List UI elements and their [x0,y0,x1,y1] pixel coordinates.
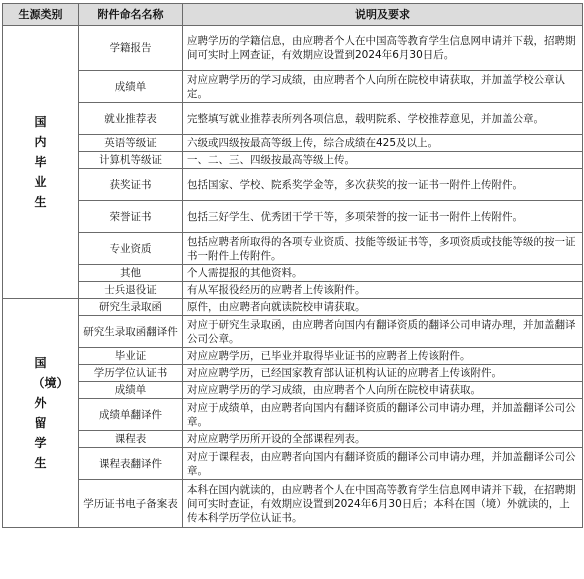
header-description: 说明及要求 [183,4,583,26]
attachment-description: 本科在国内就读的，由应聘者个人在中国高等教育学生信息网申请并下载，在招聘期间可实时查证，有效期应设置到2024年6月30日后；本科在国（境）外就读的，上传本科学历学位认证书。 [183,480,583,528]
attachment-description: 一、二、三、四级按最高等级上传。 [183,152,583,169]
table-row [3,316,583,348]
attachment-description: 对应应聘学历，已经国家教育部认证机构认证的应聘者上传该附件。 [183,365,583,382]
attachment-description: 包括国家、学校、院系奖学金等，多次获奖的按一证书一附件上传附件。 [183,169,583,201]
attachment-name: 计算机等级证 [79,152,183,169]
attachment-name: 成绩单翻译件 [79,399,183,431]
attachment-name: 学历学位认证书 [79,365,183,382]
attachment-name: 成绩单 [79,382,183,399]
category-domestic: 国内毕业生 [3,26,79,299]
table-row [3,201,583,233]
table-row [3,26,583,71]
header-attachment-name: 附件命名名称 [79,4,183,26]
attachment-name: 研究生录取函翻译件 [79,316,183,348]
attachment-description: 包括应聘者所取得的各项专业资质、技能等级证书等，多项资质或技能等级的按一证书一附件上传附件。 [183,233,583,265]
attachment-name: 学籍报告 [79,26,183,71]
table-row [3,233,583,265]
attachment-description: 对应应聘学历的学习成绩，由应聘者个人向所在院校申请获取。 [183,382,583,399]
table-row [3,152,583,169]
attachment-name: 研究生录取函 [79,299,183,316]
attachment-name: 专业资质 [79,233,183,265]
attachment-description: 有从军报役经历的应聘者上传该附件。 [183,282,583,299]
attachment-name: 毕业证 [79,348,183,365]
attachment-description: 包括三好学生、优秀团干学干等，多项荣誉的按一证书一附件上传附件。 [183,201,583,233]
header-source-category: 生源类别 [3,4,79,26]
attachment-name: 课程表翻译件 [79,448,183,480]
attachment-description: 对应于成绩单，由应聘者向国内有翻译资质的翻译公司申请办理，并加盖翻译公司公章。 [183,399,583,431]
table-row [3,448,583,480]
attachment-name: 荣誉证书 [79,201,183,233]
attachment-name: 成绩单 [79,71,183,103]
table-row [3,365,583,382]
attachment-description: 对应应聘学历，已毕业并取得毕业证书的应聘者上传该附件。 [183,348,583,365]
table-row [3,169,583,201]
attachment-name: 士兵退役证 [79,282,183,299]
table-row [3,299,583,316]
category-overseas: 国（境）外留学生 [3,299,79,528]
attachment-description: 对应应聘学历的学习成绩，由应聘者个人向所在院校申请获取，并加盖学校公章认定。 [183,71,583,103]
table-row [3,382,583,399]
attachment-description: 完整填写就业推荐表所列各项信息，载明院系、学校推荐意见，并加盖公章。 [183,103,583,135]
table-header-row [3,4,583,26]
attachment-name: 学历证书电子备案表 [79,480,183,528]
attachment-name: 课程表 [79,431,183,448]
attachment-description: 对应应聘学历所开设的全部课程列表。 [183,431,583,448]
table-row [3,399,583,431]
table-row [3,348,583,365]
attachment-description: 对应于课程表，由应聘者向国内有翻译资质的翻译公司申请办理，并加盖翻译公司公章。 [183,448,583,480]
attachment-name: 获奖证书 [79,169,183,201]
attachment-name: 其他 [79,265,183,282]
table-row [3,103,583,135]
table-row [3,282,583,299]
attachment-description: 应聘学历的学籍信息，由应聘者个人在中国高等教育学生信息网申请并下载，招聘期间可实时上网查证，有效期应设置到2024年6月30日后。 [183,26,583,71]
table-row [3,135,583,152]
attachment-name: 英语等级证 [79,135,183,152]
table-row [3,480,583,528]
attachment-requirements-table [2,3,583,528]
table-row [3,71,583,103]
attachment-description: 个人需提报的其他资料。 [183,265,583,282]
attachment-description: 对应于研究生录取函，由应聘者向国内有翻译资质的翻译公司申请办理，并加盖翻译公司公章。 [183,316,583,348]
table-row [3,265,583,282]
attachment-description: 原件，由应聘者向就读院校申请获取。 [183,299,583,316]
table-row [3,431,583,448]
attachment-name: 就业推荐表 [79,103,183,135]
attachment-description: 六级或四级按最高等级上传，综合成绩在425及以上。 [183,135,583,152]
